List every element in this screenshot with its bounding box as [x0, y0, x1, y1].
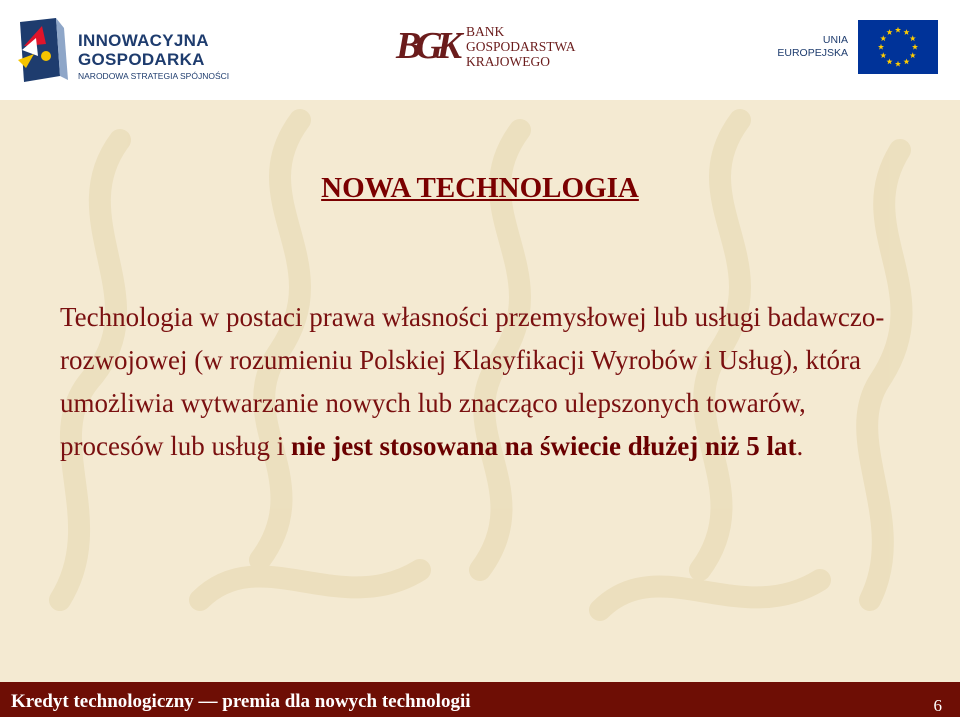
body-bold-text: nie jest stosowana na świecie dłużej niż 5 lat: [290, 431, 797, 461]
eu-text: [777, 34, 848, 60]
innowacyjna-emblem-icon: [16, 16, 72, 86]
logo-ig-line3: NARODOWA STRATEGIA SPÓJNOŚCI: [78, 71, 230, 81]
footer-bar: [0, 682, 960, 717]
slide-title: NOWA TECHNOLOGIA: [321, 172, 639, 204]
bgk-logo: [396, 22, 596, 74]
body-end-text: .: [796, 431, 804, 461]
page-number: 6: [933, 696, 942, 715]
eu-logo: [777, 18, 940, 76]
footer-text: Kredyt technologiczny — premia dla nowych technologii: [11, 691, 471, 712]
eu-line1: UNIA: [822, 34, 848, 46]
bgk-text: [466, 24, 576, 69]
bgk-monogram-icon: BGK: [396, 25, 457, 67]
logo-ig-line2: GOSPODARKA: [78, 50, 205, 69]
bgk-line3: KRAJOWEGO: [466, 54, 550, 69]
eu-line2: EUROPEJSKA: [777, 47, 848, 59]
innowacyjna-gospodarka-logo: [16, 14, 246, 90]
bgk-line1: BANK: [466, 24, 505, 39]
logo-ig-line1: INNOWACYJNA: [78, 31, 209, 50]
body-normal-text: Technologia w postaci prawa własności przemysłowej lub usługi badawczo-rozwojowej (w rozumieniu Polskiej Klasyfikacji Wyrobów i Usług), która umożliwia wytwarzanie nowych lub znacząco ulepszonych towarów, procesów lub usług i: [60, 302, 885, 461]
bgk-line2: GOSPODARSTWA: [466, 39, 576, 54]
eu-flag-icon: [858, 20, 938, 74]
slide-body: [60, 296, 900, 468]
